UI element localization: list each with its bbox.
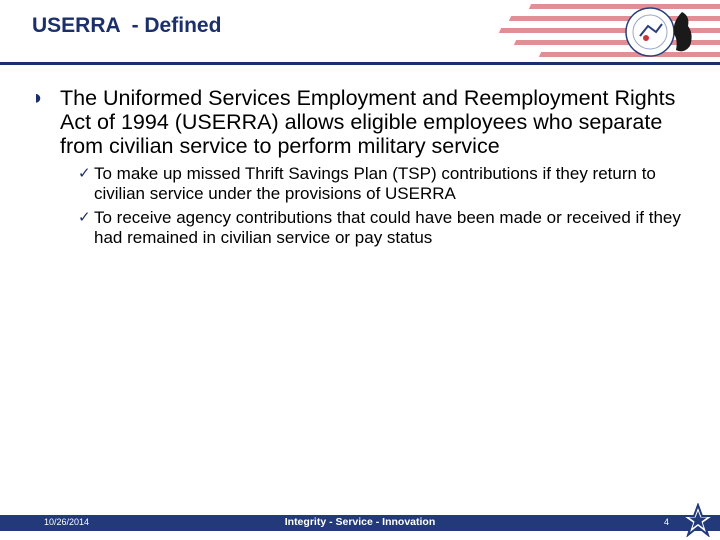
header-divider: [0, 62, 720, 65]
main-bullet: [32, 86, 692, 158]
slide-title: USERRA - Defined: [32, 14, 222, 37]
footer-tagline: Integrity - Service - Innovation: [284, 516, 436, 528]
sub-bullet-text: To make up missed Thrift Savings Plan (TSP) contributions if they return to civilian service under the provisions of USERRA: [94, 164, 656, 203]
star-icon: [681, 503, 715, 537]
sub-bullet: [78, 164, 692, 204]
half-circle-bullet-icon: ◗: [32, 87, 45, 109]
slide-content: [32, 86, 692, 252]
check-mark-icon: ✓: [78, 165, 91, 182]
sub-bullet: [78, 208, 692, 248]
agency-seal-logo: [612, 6, 708, 58]
footer-date: 10/26/2014: [44, 517, 90, 527]
page-number: 4: [664, 517, 670, 527]
main-bullet-text: The Uniformed Services Employment and Reemployment Rights Act of 1994 (USERRA) allows eligible employees who separate from civilian service to perform military service: [60, 86, 676, 158]
sub-bullet-list: [78, 164, 692, 248]
check-mark-icon: ✓: [78, 209, 91, 226]
sub-bullet-text: To receive agency contributions that could have been made or received if they had remained in civilian service or pay status: [94, 208, 681, 247]
